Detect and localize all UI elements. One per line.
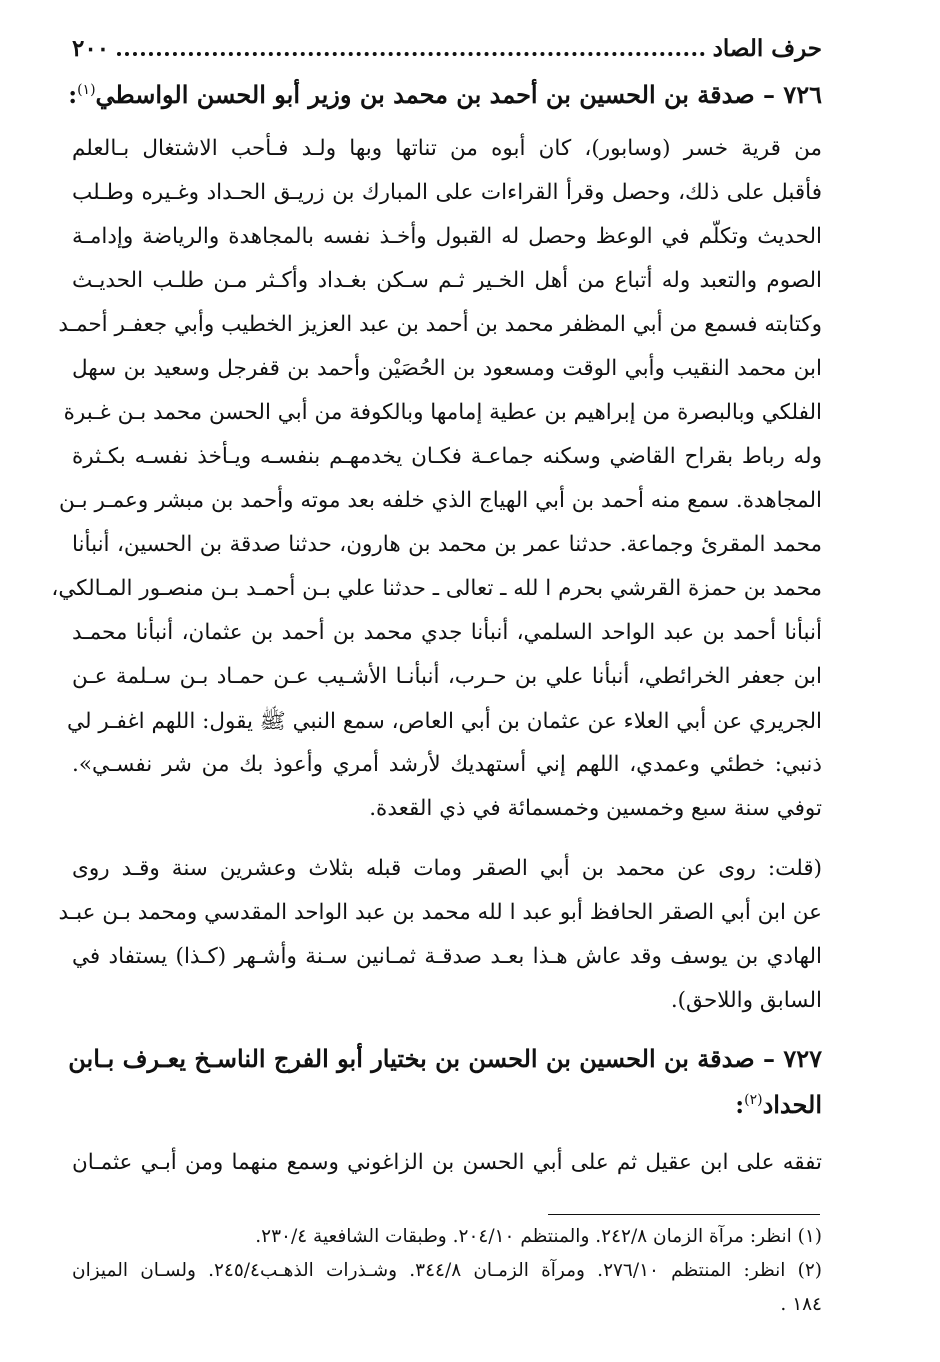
body-line: الحديث وتكلّم في الوعظ وحصل له القبول وأخـذ نفسه بالمجاهدة والرياضة وإدامـة <box>72 224 822 249</box>
body-line: المجاهدة. سمع منه أحمد بن أبي الهياج الذي خلفه بعد موته وأحمد بن مبشر وعمـر بـن <box>58 488 822 513</box>
entry-727-heading-line2 <box>72 1090 822 1119</box>
note-line: السابق واللاحق). <box>670 988 822 1013</box>
body-line: وكتابته فسمع من أبي المظفر محمد بن أحمد بن عبد العزيز الخطيب وأبي جعفـر أحمـد <box>58 312 822 337</box>
body-line: محمد بن حمزة القرشي بحرم ا لله ـ تعالى ـ حدثنا علي بـن أحمـد بـن منصـور المـالكي، <box>51 576 822 601</box>
body-line: الصوم والتعبد وله أتباع من أهل الخـير ثـم سـكن بغـداد وأكـثر مـن طلـب الحديـث <box>72 268 822 293</box>
entry-727-body-line: تفقه على ابن عقيل ثم على أبي الحسن بن الزاغوني وسمع منهما ومن أبـي عثمـان <box>72 1150 822 1175</box>
chapter-title: حرف الصاد <box>712 34 822 62</box>
note-line: (قلت: روى عن محمد بن أبي الصقر ومات قبله بثلاث وعشرين سنة وقـد روى <box>72 856 822 881</box>
entry-726-heading <box>68 80 822 109</box>
body-line: أنبأنا أحمد بن عبد الواحد السلمي، أنبأنا جدي محمد بن أحمد بن عثمان، أنبأنا محمـد <box>72 620 822 645</box>
running-header <box>72 28 822 68</box>
footnote-2-line2: ١٨٤ . <box>780 1294 822 1315</box>
entry-727-heading-line1: ٧٢٧ – صدقة بن الحسين بن الحسن بن بختيار أبو الفرج الناسـخ يعـرف بـابن <box>68 1044 822 1073</box>
footnote-2-line1: (٢) انظر: المنتظم ٢٧٦/١٠. ومرآة الزمـان ٣٤٤/٨. وشـذرات الذهـب٢٤٥/٤. ولسـان الميزان <box>72 1260 822 1281</box>
heading-colon: : <box>68 80 78 109</box>
footnote-ref-2: (٢) <box>744 1092 763 1108</box>
leader-dots <box>117 52 705 56</box>
footnote-separator <box>548 1214 820 1215</box>
page-number: ٢٠٠ <box>72 34 110 62</box>
note-line: الهادي بن يوسف وقد عاش هـذا بعـد صدقـة ثمـانين سـنة وأشـهر (كـذا) يستفاد في <box>72 944 822 969</box>
body-line: محمد المقرئ وجماعة. حدثنا عمر بن محمد بن هارون، حدثنا صدقة بن الحسين، أنبأنا <box>72 532 822 557</box>
body-line: من قرية خسر (وسابور)، كان أبوه من تناتها وبها ولـد فـأحب الاشتغال بـالعلم <box>72 136 822 161</box>
heading-colon: : <box>735 1090 745 1119</box>
body-line: ذنبي: خطئي وعمدي، اللهم إني أستهديك لأرشد أمري وأعوذ بك من شر نفسـي». <box>72 752 822 777</box>
footnote-1: (١) انظر: مرآة الزمان ٢٤٢/٨. والمنتظم ٢٠٤/١٠. وطبقات الشافعية ٢٣٠/٤. <box>255 1226 822 1247</box>
entry-726-title: ٧٢٦ – صدقة بن الحسين بن أحمد بن محمد بن وزير أبو الحسن الواسطي <box>95 80 822 109</box>
footnote-ref-1: (١) <box>77 82 96 98</box>
body-line: الجريري عن أبي العلاء عن عثمان بن أبي العاص، سمع النبي ﷺ يقول: اللهم اغفـر لي <box>67 709 822 734</box>
body-line: وله رباط بقراح القاضي وسكنه جماعـة فكـان يخدمهـم بنفسـه ويـأخذ نفسـه بكـثرة <box>72 444 822 469</box>
body-line: ابن محمد النقيب وأبي الوقت ومسعود بن الحُصَيْن وأحمد بن قفرجل وسعيد بن سهل <box>72 356 822 381</box>
note-line: عن ابن أبي الصقر الحافظ أبو عبد ا لله محمد بن عبد الواحد المقدسي ومحمد بـن عبـد <box>58 900 822 925</box>
body-line: ابن جعفر الخرائطي، أنبأنا علي بن حـرب، أنبأنـا الأشـيب عـن حمـاد بـن سـلمة عـن <box>72 664 822 689</box>
body-line: فأقبل على ذلك، وحصل وقرأ القراءات على المبارك بن زريـق الحـداد وغـيره وطـلب <box>72 180 822 205</box>
entry-727-title-end: الحداد <box>762 1090 822 1119</box>
body-line: توفي سنة سبع وخمسين وخمسمائة في ذي القعدة. <box>369 796 822 821</box>
body-line: الفلكي وبالبصرة من إبراهيم بن عطية إمامها وبالكوفة من أبي الحسن محمد بـن غـبرة <box>63 400 822 425</box>
